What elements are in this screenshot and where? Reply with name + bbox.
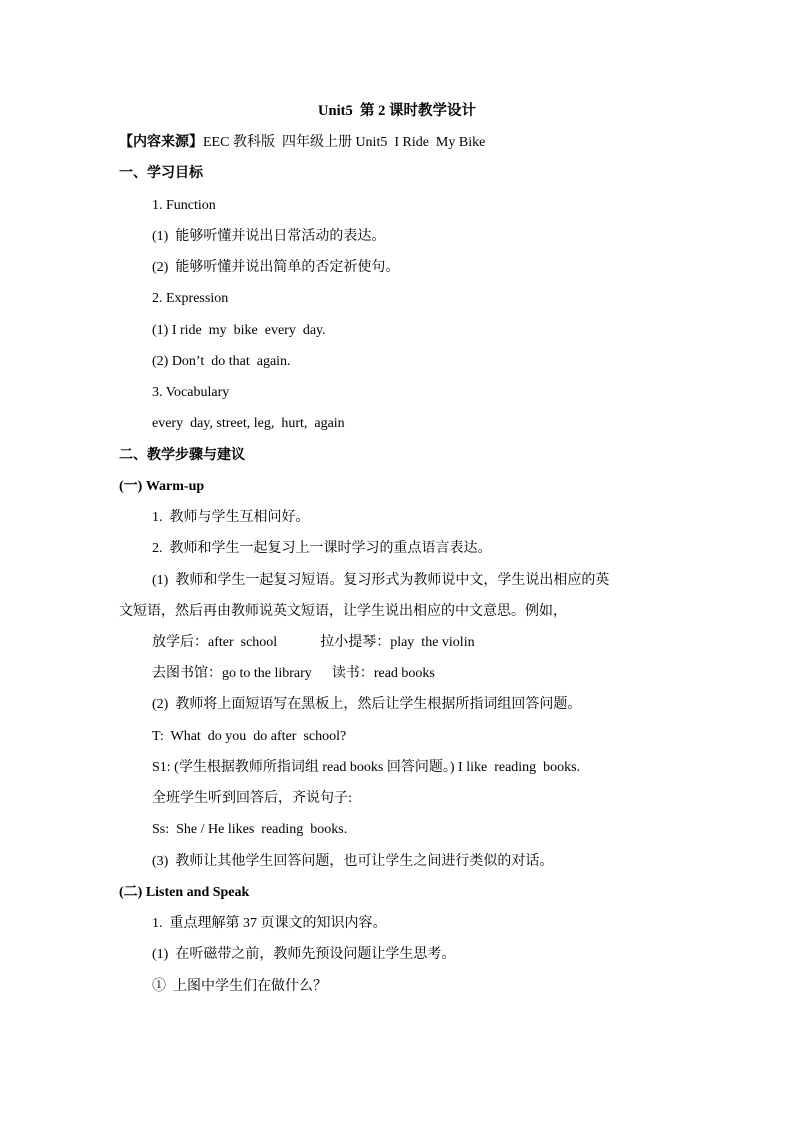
dialog-class: Ss: She / He likes reading books. [152, 822, 348, 837]
content-source-text: EEC 教科版 四年级上册 Unit5 I Ride My Bike [203, 135, 486, 150]
phrase-zh: 放学后： [152, 635, 208, 650]
warmup-step: 2. 教师和学生一起复习上一课时学习的重点语言表达。 [152, 541, 492, 556]
listen-speak-heading: (二) Listen and Speak [119, 885, 250, 900]
warmup-substep: (2) 教师将上面短语写在黑板上，然后让学生根据所指词组回答问题。 [152, 697, 582, 712]
function-item: (2) 能够听懂并说出简单的否定祈使句。 [152, 260, 400, 275]
warmup-substep-continued: 文短语，然后再由教师说英文短语，让学生说出相应的中文意思。例如， [119, 604, 567, 619]
expression-item: (2) Don’t do that again. [152, 354, 291, 369]
phrase-en: read books [373, 666, 435, 681]
section-heading-steps: 二、教学步骤与建议 [119, 448, 245, 463]
content-source [119, 133, 485, 153]
phrase-zh: 读书： [331, 666, 374, 681]
warmup-substep: (1) 教师和学生一起复习短语。复习形式为教师说中文，学生说出相应的英 [152, 573, 610, 588]
listen-step: 1. 重点理解第 37 页课文的知识内容。 [152, 916, 387, 931]
warmup-step: 1. 教师与学生互相问好。 [152, 510, 310, 525]
function-item: (1) 能够听懂并说出日常活动的表达。 [152, 229, 386, 244]
dialog-student: S1: (学生根据教师所指词组 read books 回答问题。) I like reading books. [152, 760, 581, 775]
warmup-substep: (3) 教师让其他学生回答问题，也可让学生之间进行类似的对话。 [152, 854, 554, 869]
phrase-en: after school [208, 635, 278, 650]
phrase-row [152, 633, 475, 653]
phrase-zh: 拉小提琴： [320, 635, 391, 650]
warmup-heading: (一) Warm-up [119, 479, 205, 494]
section-heading-objectives: 一、学习目标 [119, 166, 203, 181]
class-repeat-note: 全班学生听到回答后，齐说句子: [152, 791, 352, 806]
listen-question: ① 上图中学生们在做什么？ [152, 979, 327, 994]
phrase-row [152, 664, 435, 684]
phrase-en: go to the library [222, 666, 312, 681]
expression-item: (1) I ride my bike every day. [152, 323, 326, 338]
expression-label: 2. Expression [152, 291, 229, 306]
phrase-zh: 去图书馆： [152, 666, 222, 681]
phrase-en: play the violin [390, 635, 475, 650]
vocabulary-label: 3. Vocabulary [152, 385, 230, 400]
dialog-teacher: T: What do you do after school? [152, 729, 347, 744]
content-source-label: 【内容来源】 [119, 135, 203, 150]
function-label: 1. Function [152, 198, 216, 213]
vocabulary-words: every day, street, leg, hurt, again [152, 416, 345, 431]
listen-substep: (1) 在听磁带之前，教师先预设问题让学生思考。 [152, 947, 456, 962]
page-title: Unit5 第 2 课时教学设计 [318, 103, 476, 119]
